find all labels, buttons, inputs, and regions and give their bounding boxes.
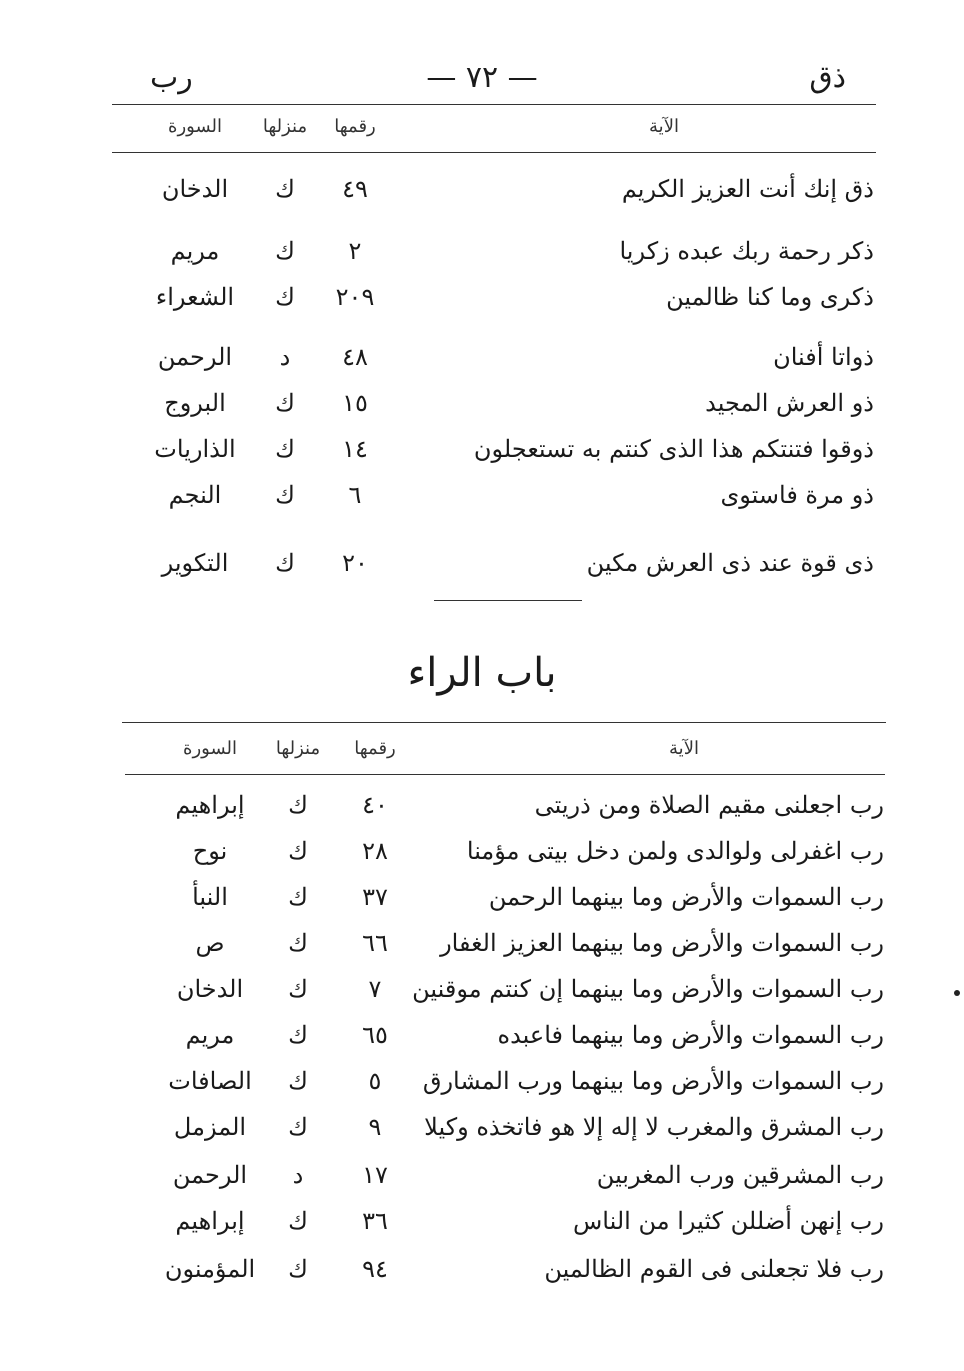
ayah-number: ٦ [348, 481, 362, 509]
table-row [0, 1106, 964, 1148]
ayah-number: ٧ [368, 975, 382, 1003]
ayah-number: ٩٤ [362, 1255, 388, 1283]
revelation-place: د [279, 343, 291, 371]
surah-name: التكوير [161, 549, 229, 577]
table-row [0, 428, 964, 470]
table-row [0, 168, 964, 210]
revelation-place: ك [275, 549, 295, 577]
ayah-text: رب اجعلنى مقيم الصلاة ومن ذريتى [534, 791, 884, 819]
chapter-title: باب الراء [407, 650, 557, 696]
ayah-number: ١٧ [362, 1161, 388, 1189]
ayah-text: رب السموات والأرض وما بينهما العزيز الغفار [440, 929, 884, 957]
ayah-text: رب السموات والأرض وما بينهما ورب المشارق [422, 1067, 884, 1095]
ayah-number: ٣٧ [362, 883, 388, 911]
ayah-text: ذوقوا فتنتكم هذا الذى كنتم به تستعجلون [473, 435, 874, 463]
revelation-place: ك [275, 175, 295, 203]
ayah-text: رب السموات والأرض وما بينهما الرحمن [488, 883, 884, 911]
surah-name: البروج [164, 389, 226, 417]
column-revealed-label: منزلها [275, 738, 321, 759]
surah-name: إبراهيم [175, 791, 245, 819]
revelation-place: ك [288, 929, 308, 957]
ayah-text: ذكر رحمة ربك عبده زكريا [619, 237, 874, 265]
section-divider [434, 600, 582, 601]
table-row [0, 922, 964, 964]
surah-name: مريم [170, 237, 220, 265]
ayah-number: ٤٩ [342, 175, 368, 203]
surah-name: الدخان [161, 175, 229, 203]
table-row [0, 784, 964, 826]
table-row [0, 230, 964, 272]
table-row [0, 382, 964, 424]
ayah-text: رب اغفرلى ولوالدى ولمن دخل بيتى مؤمنا [466, 837, 884, 865]
ayah-text: ذواتا أفنان [773, 343, 874, 371]
ayah-number: ٢٠٩ [335, 283, 375, 311]
surah-name: النبأ [192, 883, 228, 911]
chapter-rule [122, 722, 886, 723]
ayah-number: ٢٨ [362, 837, 388, 865]
surah-name: نوح [192, 837, 228, 865]
column-number-label: رقمها [334, 116, 376, 137]
column-surah-label: السورة [183, 738, 237, 759]
table-row [0, 1154, 964, 1196]
surah-name: الدخان [176, 975, 244, 1003]
ayah-number: ٦٦ [362, 929, 388, 957]
surah-name: النجم [168, 481, 222, 509]
table-row [0, 1248, 964, 1290]
margin-dot [954, 990, 960, 996]
ayah-number: ٢ [348, 237, 362, 265]
surah-name: مريم [185, 1021, 235, 1049]
revelation-place: ك [288, 1067, 308, 1095]
column-header-rule [125, 774, 885, 775]
ayah-number: ١٥ [342, 389, 368, 417]
ayah-text: رب المشرقين ورب المغربين [596, 1161, 884, 1189]
ayah-text: ذكرى وما كنا ظالمين [666, 283, 874, 311]
table-row [0, 276, 964, 318]
table-row [0, 542, 964, 584]
column-ayah-label: الآية [669, 738, 699, 759]
header-rule [112, 104, 876, 105]
column-ayah-label: الآية [649, 116, 679, 137]
table-row [0, 1200, 964, 1242]
ayah-text: رب المشرق والمغرب لا إله إلا هو فاتخذه وكيلا [424, 1113, 884, 1141]
surah-name: الذاريات [154, 435, 236, 463]
table-row [0, 876, 964, 918]
surah-name: المزمل [173, 1113, 247, 1141]
ayah-text: ذق إنك أنت العزيز الكريم [621, 175, 874, 203]
revelation-place: ك [275, 389, 295, 417]
ayah-number: ٤٨ [342, 343, 368, 371]
ayah-text: رب السموات والأرض وما بينهما إن كنتم موقنين [412, 975, 884, 1003]
ayah-number: ٢٠ [342, 549, 368, 577]
column-header-rule [112, 152, 876, 153]
surah-name: المؤمنون [164, 1255, 256, 1283]
ayah-number: ١٤ [342, 435, 368, 463]
surah-name: إبراهيم [175, 1207, 245, 1235]
running-head-last-word: رب [150, 60, 193, 95]
section2-column-header [0, 734, 964, 764]
revelation-place: ك [288, 791, 308, 819]
ayah-text: رب فلا تجعلنى فى القوم الظالمين [544, 1255, 884, 1283]
surah-name: الصافات [168, 1067, 252, 1095]
table-row [0, 336, 964, 378]
ayah-text: ذو مرة فاستوى [720, 481, 874, 509]
column-revealed-label: منزلها [262, 116, 308, 137]
revelation-place: ك [275, 237, 295, 265]
revelation-place: د [292, 1161, 304, 1189]
ayah-text: ذى قوة عند ذى العرش مكين [586, 549, 874, 577]
revelation-place: ك [288, 1113, 308, 1141]
revelation-place: ك [275, 481, 295, 509]
table-row [0, 830, 964, 872]
surah-name: الشعراء [155, 283, 235, 311]
ayah-number: ٣٦ [362, 1207, 388, 1235]
ayah-text: رب إنهن أضللن كثيرا من الناس [573, 1207, 884, 1235]
table-row [0, 1014, 964, 1056]
ayah-number: ٩ [368, 1113, 382, 1141]
revelation-place: ك [288, 883, 308, 911]
page-number: — ٧٢ — [426, 60, 538, 95]
surah-name: ص [195, 929, 225, 957]
ayah-number: ٥ [368, 1067, 382, 1095]
revelation-place: ك [288, 975, 308, 1003]
surah-name: الرحمن [157, 343, 233, 371]
column-number-label: رقمها [354, 738, 396, 759]
revelation-place: ك [288, 1207, 308, 1235]
ayah-number: ٤٠ [362, 791, 388, 819]
table-row [0, 474, 964, 516]
revelation-place: ك [288, 837, 308, 865]
ayah-text: رب السموات والأرض وما بينهما فاعبده [497, 1021, 884, 1049]
revelation-place: ك [288, 1255, 308, 1283]
running-head-first-word: ذق [809, 60, 846, 95]
revelation-place: ك [275, 435, 295, 463]
column-surah-label: السورة [168, 116, 222, 137]
revelation-place: ك [275, 283, 295, 311]
revelation-place: ك [288, 1021, 308, 1049]
surah-name: الرحمن [172, 1161, 248, 1189]
section1-column-header [0, 112, 964, 142]
ayah-number: ٦٥ [362, 1021, 388, 1049]
table-row [0, 968, 964, 1010]
ayah-text: ذو العرش المجيد [705, 389, 874, 417]
table-row [0, 1060, 964, 1102]
